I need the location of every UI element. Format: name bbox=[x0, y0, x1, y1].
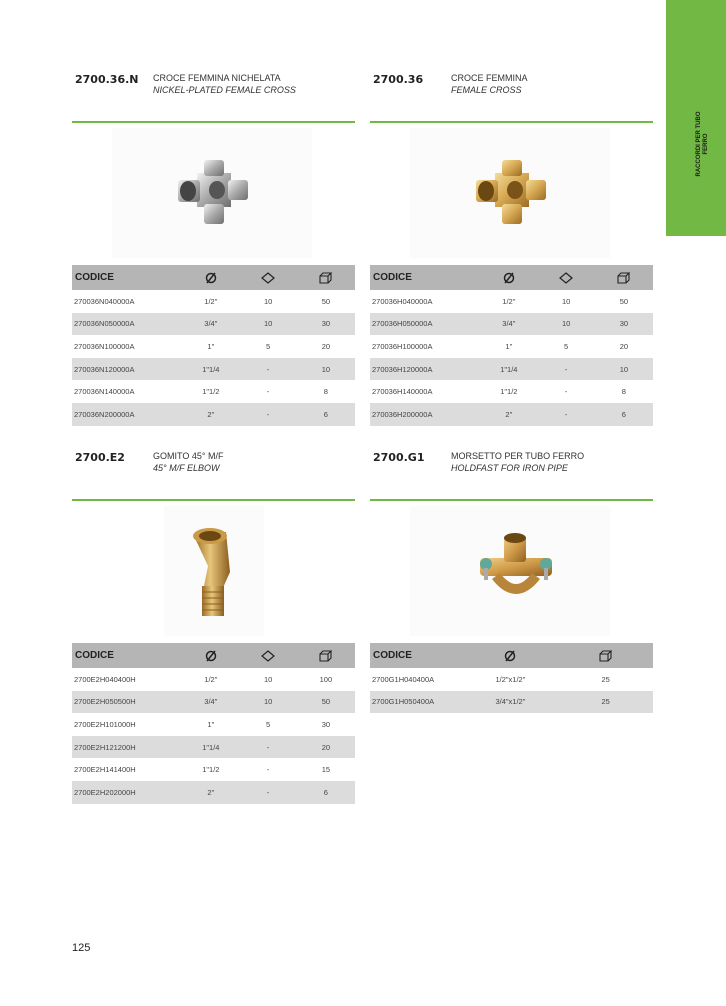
cell-size: 1"1/2 bbox=[202, 387, 220, 397]
cell-code: 270036N140000A bbox=[74, 387, 135, 397]
cell-size: 1" bbox=[207, 341, 215, 351]
cell-size: 3/4" bbox=[182, 313, 239, 336]
diameter-icon bbox=[182, 265, 239, 290]
category-side-tab bbox=[666, 0, 726, 236]
codice-header: CODICE bbox=[370, 265, 480, 290]
cell-code: 270036N200000A bbox=[72, 403, 182, 426]
cell-code: 2700G1H050400A bbox=[370, 691, 463, 714]
product-name-english: FEMALE CROSS bbox=[451, 85, 522, 95]
table-row bbox=[370, 668, 653, 691]
product-photo-nickel-cross bbox=[112, 128, 312, 258]
cell-box-qty: 6 bbox=[297, 403, 355, 426]
cell-size: 3/4" bbox=[182, 691, 239, 714]
cell-bag-qty: - bbox=[239, 403, 296, 426]
product-block-2700-g1 bbox=[370, 451, 653, 721]
cell-size: 2" bbox=[480, 403, 537, 426]
cell-code: 270036H100000A bbox=[372, 341, 433, 351]
green-divider bbox=[72, 121, 355, 123]
cell-bag-qty: - bbox=[266, 765, 270, 775]
product-photo-brass-cross bbox=[410, 128, 610, 258]
product-table bbox=[370, 265, 653, 426]
cell-bag-qty: - bbox=[239, 736, 296, 759]
cell-code: 270036N040000A bbox=[74, 296, 135, 306]
category-label: RACCORDI PER TUBO FERRO bbox=[696, 111, 709, 177]
cell-box-qty: 20 bbox=[321, 341, 331, 351]
product-name-english: 45° M/F ELBOW bbox=[153, 463, 220, 473]
product-photo-brass-holdfast bbox=[410, 506, 610, 636]
cell-size: 2" bbox=[182, 403, 239, 426]
table-row bbox=[72, 713, 355, 736]
cell-size: 1/2"x1/2" bbox=[495, 674, 526, 684]
codice-header: CODICE bbox=[72, 643, 182, 668]
cell-box-qty: 50 bbox=[619, 296, 629, 306]
table-header-row bbox=[72, 265, 355, 290]
cell-bag-qty: - bbox=[537, 358, 594, 381]
diameter-icon bbox=[182, 643, 239, 668]
cell-size: 1"1/4 bbox=[182, 736, 239, 759]
table-row bbox=[370, 403, 653, 426]
cell-code: 2700G1H040400A bbox=[372, 674, 435, 684]
cell-code: 270036N100000A bbox=[74, 341, 135, 351]
cell-bag-qty: - bbox=[266, 387, 270, 397]
product-name-italian: CROCE FEMMINA bbox=[451, 73, 528, 83]
cell-box-qty: 50 bbox=[297, 691, 355, 714]
table-row bbox=[72, 290, 355, 313]
cell-bag-qty: - bbox=[537, 403, 594, 426]
cell-size: 2" bbox=[182, 781, 239, 804]
cell-box-qty: 30 bbox=[321, 719, 331, 729]
cell-code: 2700E2H101000H bbox=[74, 719, 136, 729]
cell-bag-qty: 5 bbox=[266, 341, 271, 351]
cell-box-qty: 50 bbox=[321, 296, 331, 306]
table-row bbox=[72, 736, 355, 759]
table-row bbox=[72, 668, 355, 691]
box-icon bbox=[297, 265, 355, 290]
table-header-row bbox=[370, 643, 653, 668]
box-icon bbox=[595, 265, 653, 290]
codice-header: CODICE bbox=[72, 265, 182, 290]
table-row bbox=[72, 380, 355, 403]
cell-size: 1"1/2 bbox=[202, 765, 220, 775]
cell-box-qty: 6 bbox=[595, 403, 653, 426]
page-number: 125 bbox=[72, 942, 91, 954]
product-block-2700-36-n bbox=[72, 73, 355, 433]
product-block-2700-36 bbox=[370, 73, 653, 433]
cell-box-qty: 30 bbox=[297, 313, 355, 336]
cell-size: 3/4"x1/2" bbox=[463, 691, 559, 714]
cell-bag-qty: 10 bbox=[537, 313, 594, 336]
cell-code: 270036H200000A bbox=[370, 403, 480, 426]
green-divider bbox=[370, 499, 653, 501]
cell-code: 270036H140000A bbox=[372, 387, 433, 397]
product-code: 2700.E2 bbox=[75, 451, 125, 464]
product-table bbox=[370, 643, 653, 713]
cell-bag-qty: 10 bbox=[239, 313, 296, 336]
table-row bbox=[72, 313, 355, 336]
cell-box-qty: 30 bbox=[595, 313, 653, 336]
product-name-english: HOLDFAST FOR IRON PIPE bbox=[451, 463, 568, 473]
cell-code: 270036N120000A bbox=[72, 358, 182, 381]
cell-bag-qty: 10 bbox=[239, 691, 296, 714]
cell-bag-qty: - bbox=[564, 387, 568, 397]
cell-size: 1" bbox=[207, 719, 215, 729]
cell-box-qty: 10 bbox=[297, 358, 355, 381]
cell-box-qty: 10 bbox=[595, 358, 653, 381]
cell-size: 1" bbox=[505, 341, 513, 351]
product-name-italian: CROCE FEMMINA NICHELATA bbox=[153, 73, 281, 83]
cell-size: 1/2" bbox=[502, 296, 516, 306]
product-table bbox=[72, 265, 355, 426]
bag-icon bbox=[537, 265, 594, 290]
cell-size: 1"1/4 bbox=[182, 358, 239, 381]
cell-box-qty: 8 bbox=[621, 387, 626, 397]
table-row bbox=[72, 403, 355, 426]
cell-box-qty: 15 bbox=[321, 765, 331, 775]
cell-code: 270036H040000A bbox=[372, 296, 433, 306]
cell-code: 270036H050000A bbox=[370, 313, 480, 336]
cell-code: 2700E2H141400H bbox=[74, 765, 136, 775]
table-header-row bbox=[72, 643, 355, 668]
product-name-italian: GOMITO 45° M/F bbox=[153, 451, 224, 461]
green-divider bbox=[72, 499, 355, 501]
cell-box-qty: 20 bbox=[619, 341, 629, 351]
table-row bbox=[370, 335, 653, 358]
table-header-row bbox=[370, 265, 653, 290]
cell-bag-qty: 5 bbox=[266, 719, 271, 729]
table-row bbox=[370, 358, 653, 381]
box-icon bbox=[558, 643, 653, 668]
cell-box-qty: 20 bbox=[297, 736, 355, 759]
cell-box-qty: 6 bbox=[297, 781, 355, 804]
cell-box-qty: 25 bbox=[601, 674, 610, 684]
cell-size: 1/2" bbox=[204, 296, 218, 306]
product-code: 2700.36.N bbox=[75, 73, 139, 86]
green-divider bbox=[370, 121, 653, 123]
table-row bbox=[72, 358, 355, 381]
box-icon bbox=[297, 643, 355, 668]
product-table bbox=[72, 643, 355, 804]
product-name-italian: MORSETTO PER TUBO FERRO bbox=[451, 451, 585, 461]
cell-box-qty: 25 bbox=[558, 691, 653, 714]
bag-icon bbox=[239, 265, 296, 290]
product-photo-brass-elbow bbox=[164, 506, 264, 636]
table-row bbox=[370, 313, 653, 336]
table-row bbox=[72, 781, 355, 804]
table-row bbox=[370, 691, 653, 714]
diameter-icon bbox=[463, 643, 559, 668]
product-code: 2700.G1 bbox=[373, 451, 425, 464]
cell-bag-qty: 10 bbox=[263, 674, 273, 684]
bag-icon bbox=[239, 643, 296, 668]
cell-code: 2700E2H040400H bbox=[74, 674, 136, 684]
table-row bbox=[370, 380, 653, 403]
cell-bag-qty: 5 bbox=[564, 341, 569, 351]
table-row bbox=[370, 290, 653, 313]
cell-code: 270036H120000A bbox=[370, 358, 480, 381]
cell-bag-qty: - bbox=[239, 358, 296, 381]
cell-size: 3/4" bbox=[480, 313, 537, 336]
cell-bag-qty: 10 bbox=[263, 296, 273, 306]
cell-code: 2700E2H202000H bbox=[72, 781, 182, 804]
cell-bag-qty: 10 bbox=[561, 296, 571, 306]
cell-size: 1"1/4 bbox=[480, 358, 537, 381]
cell-box-qty: 100 bbox=[319, 674, 333, 684]
product-block-2700-e2 bbox=[72, 451, 355, 811]
table-row bbox=[72, 758, 355, 781]
cell-size: 1"1/2 bbox=[500, 387, 518, 397]
cell-bag-qty: - bbox=[239, 781, 296, 804]
diameter-icon bbox=[480, 265, 537, 290]
cell-box-qty: 8 bbox=[323, 387, 328, 397]
cell-code: 270036N050000A bbox=[72, 313, 182, 336]
cell-code: 2700E2H050500H bbox=[72, 691, 182, 714]
codice-header: CODICE bbox=[370, 643, 463, 668]
cell-size: 1/2" bbox=[204, 674, 218, 684]
cell-code: 2700E2H121200H bbox=[72, 736, 182, 759]
table-row bbox=[72, 691, 355, 714]
table-row bbox=[72, 335, 355, 358]
product-name-english: NICKEL-PLATED FEMALE CROSS bbox=[153, 85, 296, 95]
product-code: 2700.36 bbox=[373, 73, 424, 86]
